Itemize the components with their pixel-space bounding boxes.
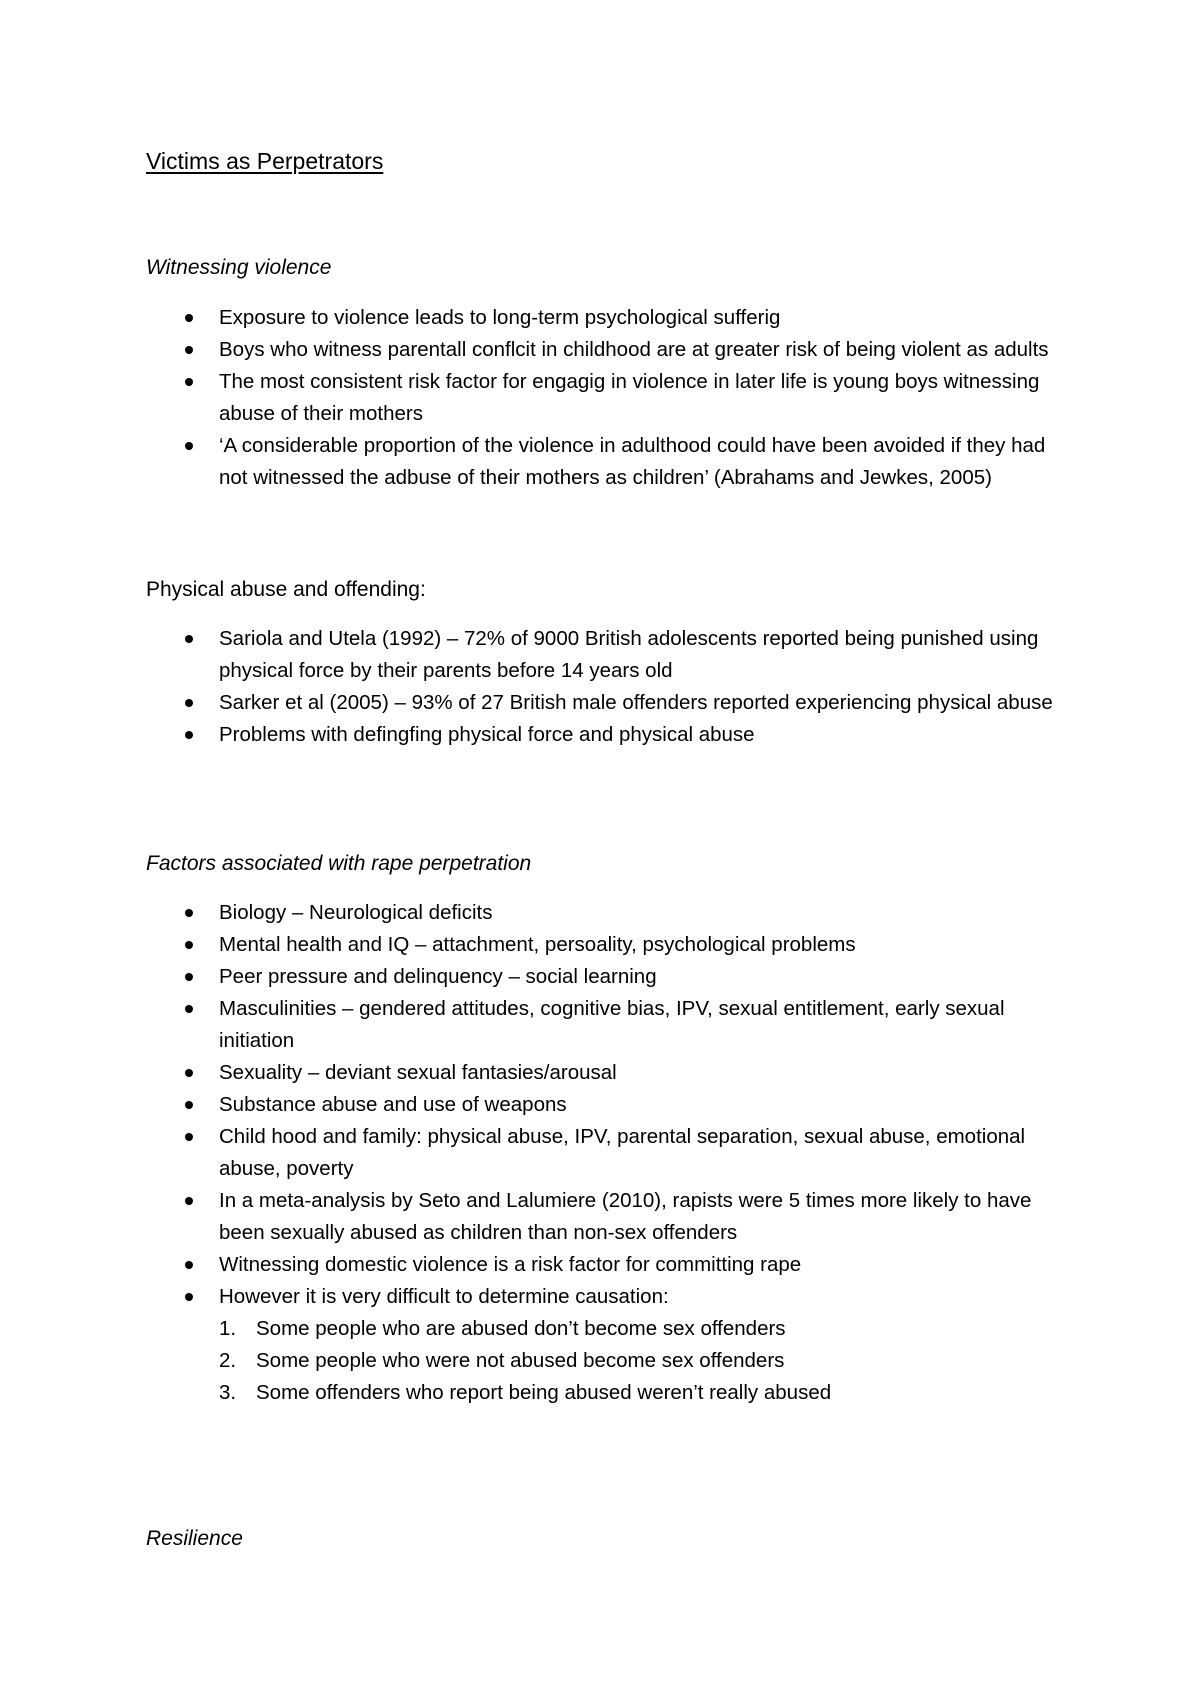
list-item: Mental health and IQ – attachment, persoality, psychological problems bbox=[146, 929, 1076, 961]
bullet-icon bbox=[185, 378, 193, 386]
document-title: Victims as Perpetrators bbox=[146, 148, 384, 174]
bullet-icon bbox=[185, 941, 193, 949]
list-item: Problems with defingfing physical force and physical abuse bbox=[146, 719, 1076, 751]
section-heading-witnessing-violence: Witnessing violence bbox=[146, 256, 332, 279]
section-heading-rape-factors: Factors associated with rape perpetration bbox=[146, 852, 532, 875]
bullet-icon bbox=[185, 1069, 193, 1077]
list-item: In a meta-analysis by Seto and Lalumiere (2010), rapists were 5 times more likely to have been sexually abused as children than non-sex offenders bbox=[146, 1185, 1076, 1249]
bullet-icon bbox=[185, 1261, 193, 1269]
bullet-icon bbox=[185, 909, 193, 917]
list-item: The most consistent risk factor for engagig in violence in later life is young boys witnessing abuse of their mothers bbox=[146, 366, 1076, 430]
bullet-icon bbox=[185, 346, 193, 354]
list-item: Sariola and Utela (1992) – 72% of 9000 British adolescents reported being punished using physical force by their parents before 14 years old bbox=[146, 623, 1076, 687]
bullet-icon bbox=[185, 731, 193, 739]
causation-numbered-list bbox=[146, 1313, 1076, 1409]
bullet-icon bbox=[185, 1197, 193, 1205]
bullet-icon bbox=[185, 699, 193, 707]
bullet-icon bbox=[185, 1293, 193, 1301]
list-item: Boys who witness parentall conflcit in childhood are at greater risk of being violent as adults bbox=[146, 334, 1076, 366]
list-item: Child hood and family: physical abuse, IPV, parental separation, sexual abuse, emotional abuse, poverty bbox=[146, 1121, 1076, 1185]
list-item: 3. Some offenders who report being abused weren’t really abused bbox=[219, 1381, 832, 1404]
witnessing-violence-list bbox=[146, 302, 1076, 494]
rape-factors-list bbox=[146, 897, 1076, 1313]
list-item: ‘A considerable proportion of the violence in adulthood could have been avoided if they had not witnessed the adbuse of their mothers as children’ (Abrahams and Jewkes, 2005) bbox=[146, 430, 1076, 494]
list-item: Sarker et al (2005) – 93% of 27 British male offenders reported experiencing physical abuse bbox=[146, 687, 1076, 719]
list-item: Exposure to violence leads to long-term psychological sufferig bbox=[146, 302, 1076, 334]
bullet-icon bbox=[185, 442, 193, 450]
bullet-icon bbox=[185, 973, 193, 981]
list-item: Masculinities – gendered attitudes, cognitive bias, IPV, sexual entitlement, early sexual initiation bbox=[146, 993, 1076, 1057]
list-item: Peer pressure and delinquency – social learning bbox=[146, 961, 1076, 993]
section-heading-physical-abuse: Physical abuse and offending: bbox=[146, 578, 426, 601]
section-heading-resilience: Resilience bbox=[146, 1527, 243, 1550]
physical-abuse-list bbox=[146, 623, 1076, 751]
list-item: 1. Some people who are abused don’t become sex offenders bbox=[219, 1317, 786, 1340]
list-item: Biology – Neurological deficits bbox=[146, 897, 1076, 929]
list-item: Witnessing domestic violence is a risk factor for committing rape bbox=[146, 1249, 1076, 1281]
list-item: Sexuality – deviant sexual fantasies/arousal bbox=[146, 1057, 1076, 1089]
bullet-icon bbox=[185, 635, 193, 643]
list-item: 2. Some people who were not abused become sex offenders bbox=[219, 1349, 785, 1372]
bullet-icon bbox=[185, 1133, 193, 1141]
bullet-icon bbox=[185, 1101, 193, 1109]
bullet-icon bbox=[185, 1005, 193, 1013]
list-item: Substance abuse and use of weapons bbox=[146, 1089, 1076, 1121]
bullet-icon bbox=[185, 314, 193, 322]
list-item: However it is very difficult to determine causation: bbox=[146, 1281, 1076, 1313]
